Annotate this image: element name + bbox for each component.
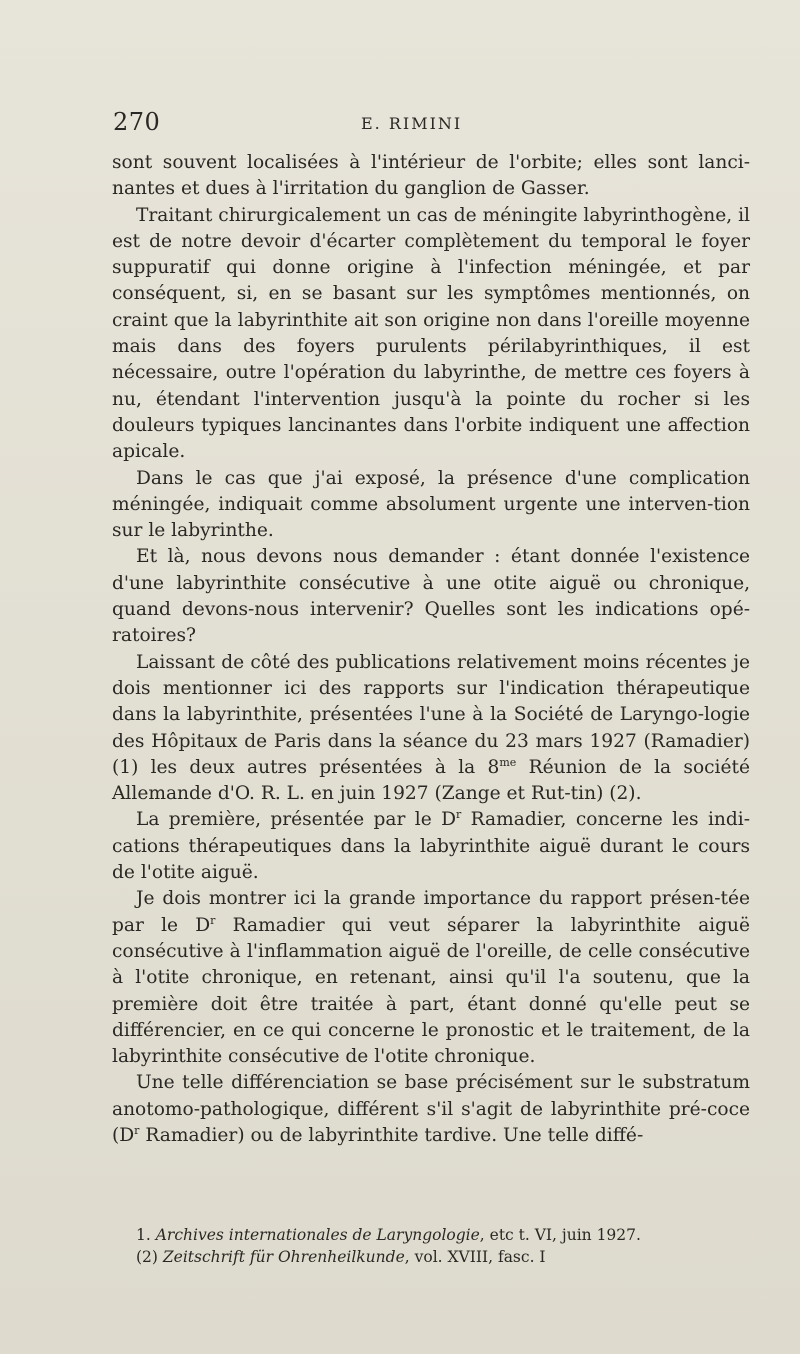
paragraph bbox=[112, 1070, 750, 1149]
paragraph-text: Je dois montrer ici la grande importance du rapport présen-tée par le D bbox=[112, 888, 750, 936]
footnote-marker: 1. bbox=[136, 1226, 151, 1244]
paragraph bbox=[112, 807, 750, 886]
paragraph-text: La première, présentée par le D bbox=[136, 809, 456, 831]
footnote-details: , vol. XVIII, fasc. I bbox=[404, 1248, 546, 1266]
page-number: 270 bbox=[113, 108, 161, 136]
footnote-marker: (2) bbox=[136, 1248, 158, 1266]
footnote-journal-title: Zeitschrift für Ohrenheilkunde bbox=[162, 1248, 405, 1266]
paragraph-text: Ramadier) ou de labyrinthite tardive. Une telle diffé- bbox=[139, 1124, 644, 1146]
paragraph-text: Réunion de la société Allemande d'O. R. L. en juin 1927 (Zange et Rut-tin) (2). bbox=[112, 756, 750, 805]
paragraph-text: Ramadier qui veut séparer la labyrinthite aiguë consécutive à l'inflammation aiguë de l'oreille, de celle consécutive à l'otite chronique, en retenant, ainsi qu'il l'a soutenu, que la première doit être traitée à part, étant donné qu'elle peut se différencier, en ce qui concerne le pronostic et le traitement, de la labyrinthite consécutive de l'otite chronique. bbox=[112, 914, 750, 1068]
footnote bbox=[112, 1246, 752, 1268]
running-head: E. RIMINI bbox=[361, 114, 463, 133]
paragraph bbox=[112, 886, 750, 1070]
page-header bbox=[113, 108, 713, 142]
paragraph: Traitant chirurgicalement un cas de méningite labyrinthogène, il est de notre devoir d'écarter complètement du temporal le foyer suppuratif qui donne origine à l'infection méningée, et par conséquent, si, en se basant sur les symptômes mentionnés, on craint que la labyrinthite ait son origine non dans l'oreille moyenne mais dans des foyers purulents périlabyrinthiques, il est nécessaire, outre l'opération du labyrinthe, de mettre ces foyers à nu, étendant l'intervention jusqu'à la pointe du rocher si les douleurs typiques lancinantes dans l'orbite indiquent une affection apicale. bbox=[112, 204, 750, 463]
paragraph: sont souvent localisées à l'intérieur de l'orbite; elles sont lanci-nantes et dues à l'irritation du ganglion de Gasser. bbox=[112, 152, 750, 200]
paragraph-text: Laissant de côté des publications relativement moins récentes je dois mentionner ici des rapports sur l'indication thérapeutique dans la labyrinthite, présentées l'une à la Société de Laryngo-logie des Hôpitaux de Paris dans la séance du 23 mars 1927 (Ramadier) (1) les deux autres présentées à la 8 bbox=[112, 651, 750, 778]
body-text bbox=[112, 150, 750, 1149]
footnote bbox=[112, 1224, 752, 1246]
paragraph bbox=[112, 650, 750, 808]
footnotes bbox=[112, 1224, 752, 1268]
paragraph-text: Ramadier, concerne les indi-cations thérapeutiques dans la labyrinthite aiguë durant le cours de l'otite aiguë. bbox=[112, 809, 750, 884]
superscript: r bbox=[210, 913, 216, 927]
footnote-journal-title: Archives internationales de Laryngologie bbox=[155, 1226, 480, 1244]
footnote-details: , etc t. VI, juin 1927. bbox=[479, 1226, 641, 1244]
superscript: r bbox=[134, 1123, 140, 1137]
superscript: r bbox=[456, 808, 462, 822]
paragraph-text: Une telle différenciation se base précisément sur le substratum anotomo-pathologique, différent s'il s'agit de labyrinthite pré-coce (D bbox=[112, 1072, 750, 1146]
paragraph: Dans le cas que j'ai exposé, la présence d'une complication méningée, indiquait comme absolument urgente une interven-tion sur le labyrinthe. bbox=[112, 467, 750, 542]
paragraph: Et là, nous devons nous demander : étant donnée l'existence d'une labyrinthite consécutive à une otite aiguë ou chronique, quand devons-nous intervenir? Quelles sont les indications opé-ratoires? bbox=[112, 546, 750, 647]
superscript: me bbox=[499, 755, 517, 769]
